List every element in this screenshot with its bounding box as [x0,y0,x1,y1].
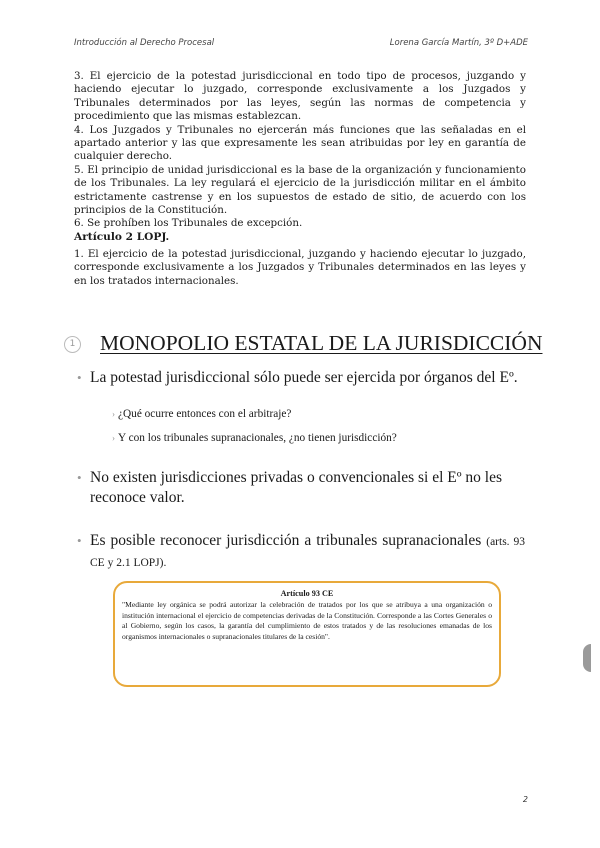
bullet-dot-icon: • [77,470,82,485]
page-number: 2 [522,795,528,804]
arrow-icon: › [112,409,115,419]
lopj-heading: Artículo 2 LOPJ. [74,231,170,243]
bullet-2 [77,468,525,508]
bullet-3-reference: (arts. 93 CE y 2.1 LOPJ). [90,536,525,569]
header-left: Introducción al Derecho Procesal [74,38,215,48]
slide-edge-tab [583,644,591,672]
arrow-icon: › [112,433,115,443]
article-93-title: Artículo 93 CE [280,589,334,598]
article-93-box [113,581,501,687]
bullet-1-text: La potestad jurisdiccional sólo puede ser ejercida por órganos del Eº. [90,369,518,386]
bullet-3 [77,531,525,573]
paragraph-6: 6. Se prohíben los Tribunales de excepción. [74,217,303,230]
header-right: Lorena García Martín, 3º D+ADE [389,38,528,48]
bullet-1 [77,368,525,388]
sub-bullet-1-text: ¿Qué ocurre entonces con el arbitraje? [118,408,292,420]
slide-title-block [64,331,543,360]
slide-title: MONOPOLIO ESTATAL DE LA JURISDICCIÓN [100,331,543,355]
article-93-text: "Mediante ley orgánica se podrá autorizar la celebración de tratados por los que se atribuya a una organización o institución internacional el ejercicio de competencias derivadas de la Constitución. Corresponde a las Cortes Generales o al Gobierno, según los casos, la garantía del cumplimiento de estos tratados y de las resoluciones emanadas de los organismos internacionales o supranacionales titulares de la cesión". [122,600,492,641]
bullet-dot-icon: • [77,533,82,548]
slide-number-icon: 1 [64,336,81,353]
paragraph-5: 5. El principio de unidad jurisdiccional es la base de la organización y funcionamiento de los Tribunales. La ley regulará el ejercicio de la jurisdicción militar en el ámbito estrictamente castrense y en los supuestos de estado de sitio, de acuerdo con los principios de la Constitución. [74,163,526,217]
bullet-dot-icon: • [77,370,82,385]
lopj-paragraph: 1. El ejercicio de la potestad jurisdiccional, juzgando y haciendo ejecutar lo juzgado, corresponde exclusivamente a los Juzgados y Tribunales determinados en las leyes y en los tratados internacionales. [74,248,526,287]
bullet-2-text: No existen jurisdicciones privadas o convencionales si el Eº no les reconoce valor. [90,469,503,506]
sub-bullet-1 [112,408,291,420]
paragraph-3: 3. El ejercicio de la potestad jurisdiccional en todo tipo de procesos, juzgando y haciendo ejecutar lo juzgado, corresponde exclusivamente a los Juzgados y Tribunales determinados por las leyes, según las normas de competencia y procedimiento que las mismas establezcan. [74,70,526,123]
sub-bullet-2 [112,432,397,444]
bullet-3-text: Es posible reconocer jurisdicción a tribunales supranacionales [90,532,482,549]
sub-bullet-2-text: Y con los tribunales supranacionales, ¿no tienen jurisdicción? [118,432,397,444]
constitution-text [74,70,526,231]
paragraph-4: 4. Los Juzgados y Tribunales no ejercerán más funciones que las señaladas en el apartado anterior y las que expresamente les sean atribuidas por ley en garantía de cualquier derecho. [74,123,526,163]
